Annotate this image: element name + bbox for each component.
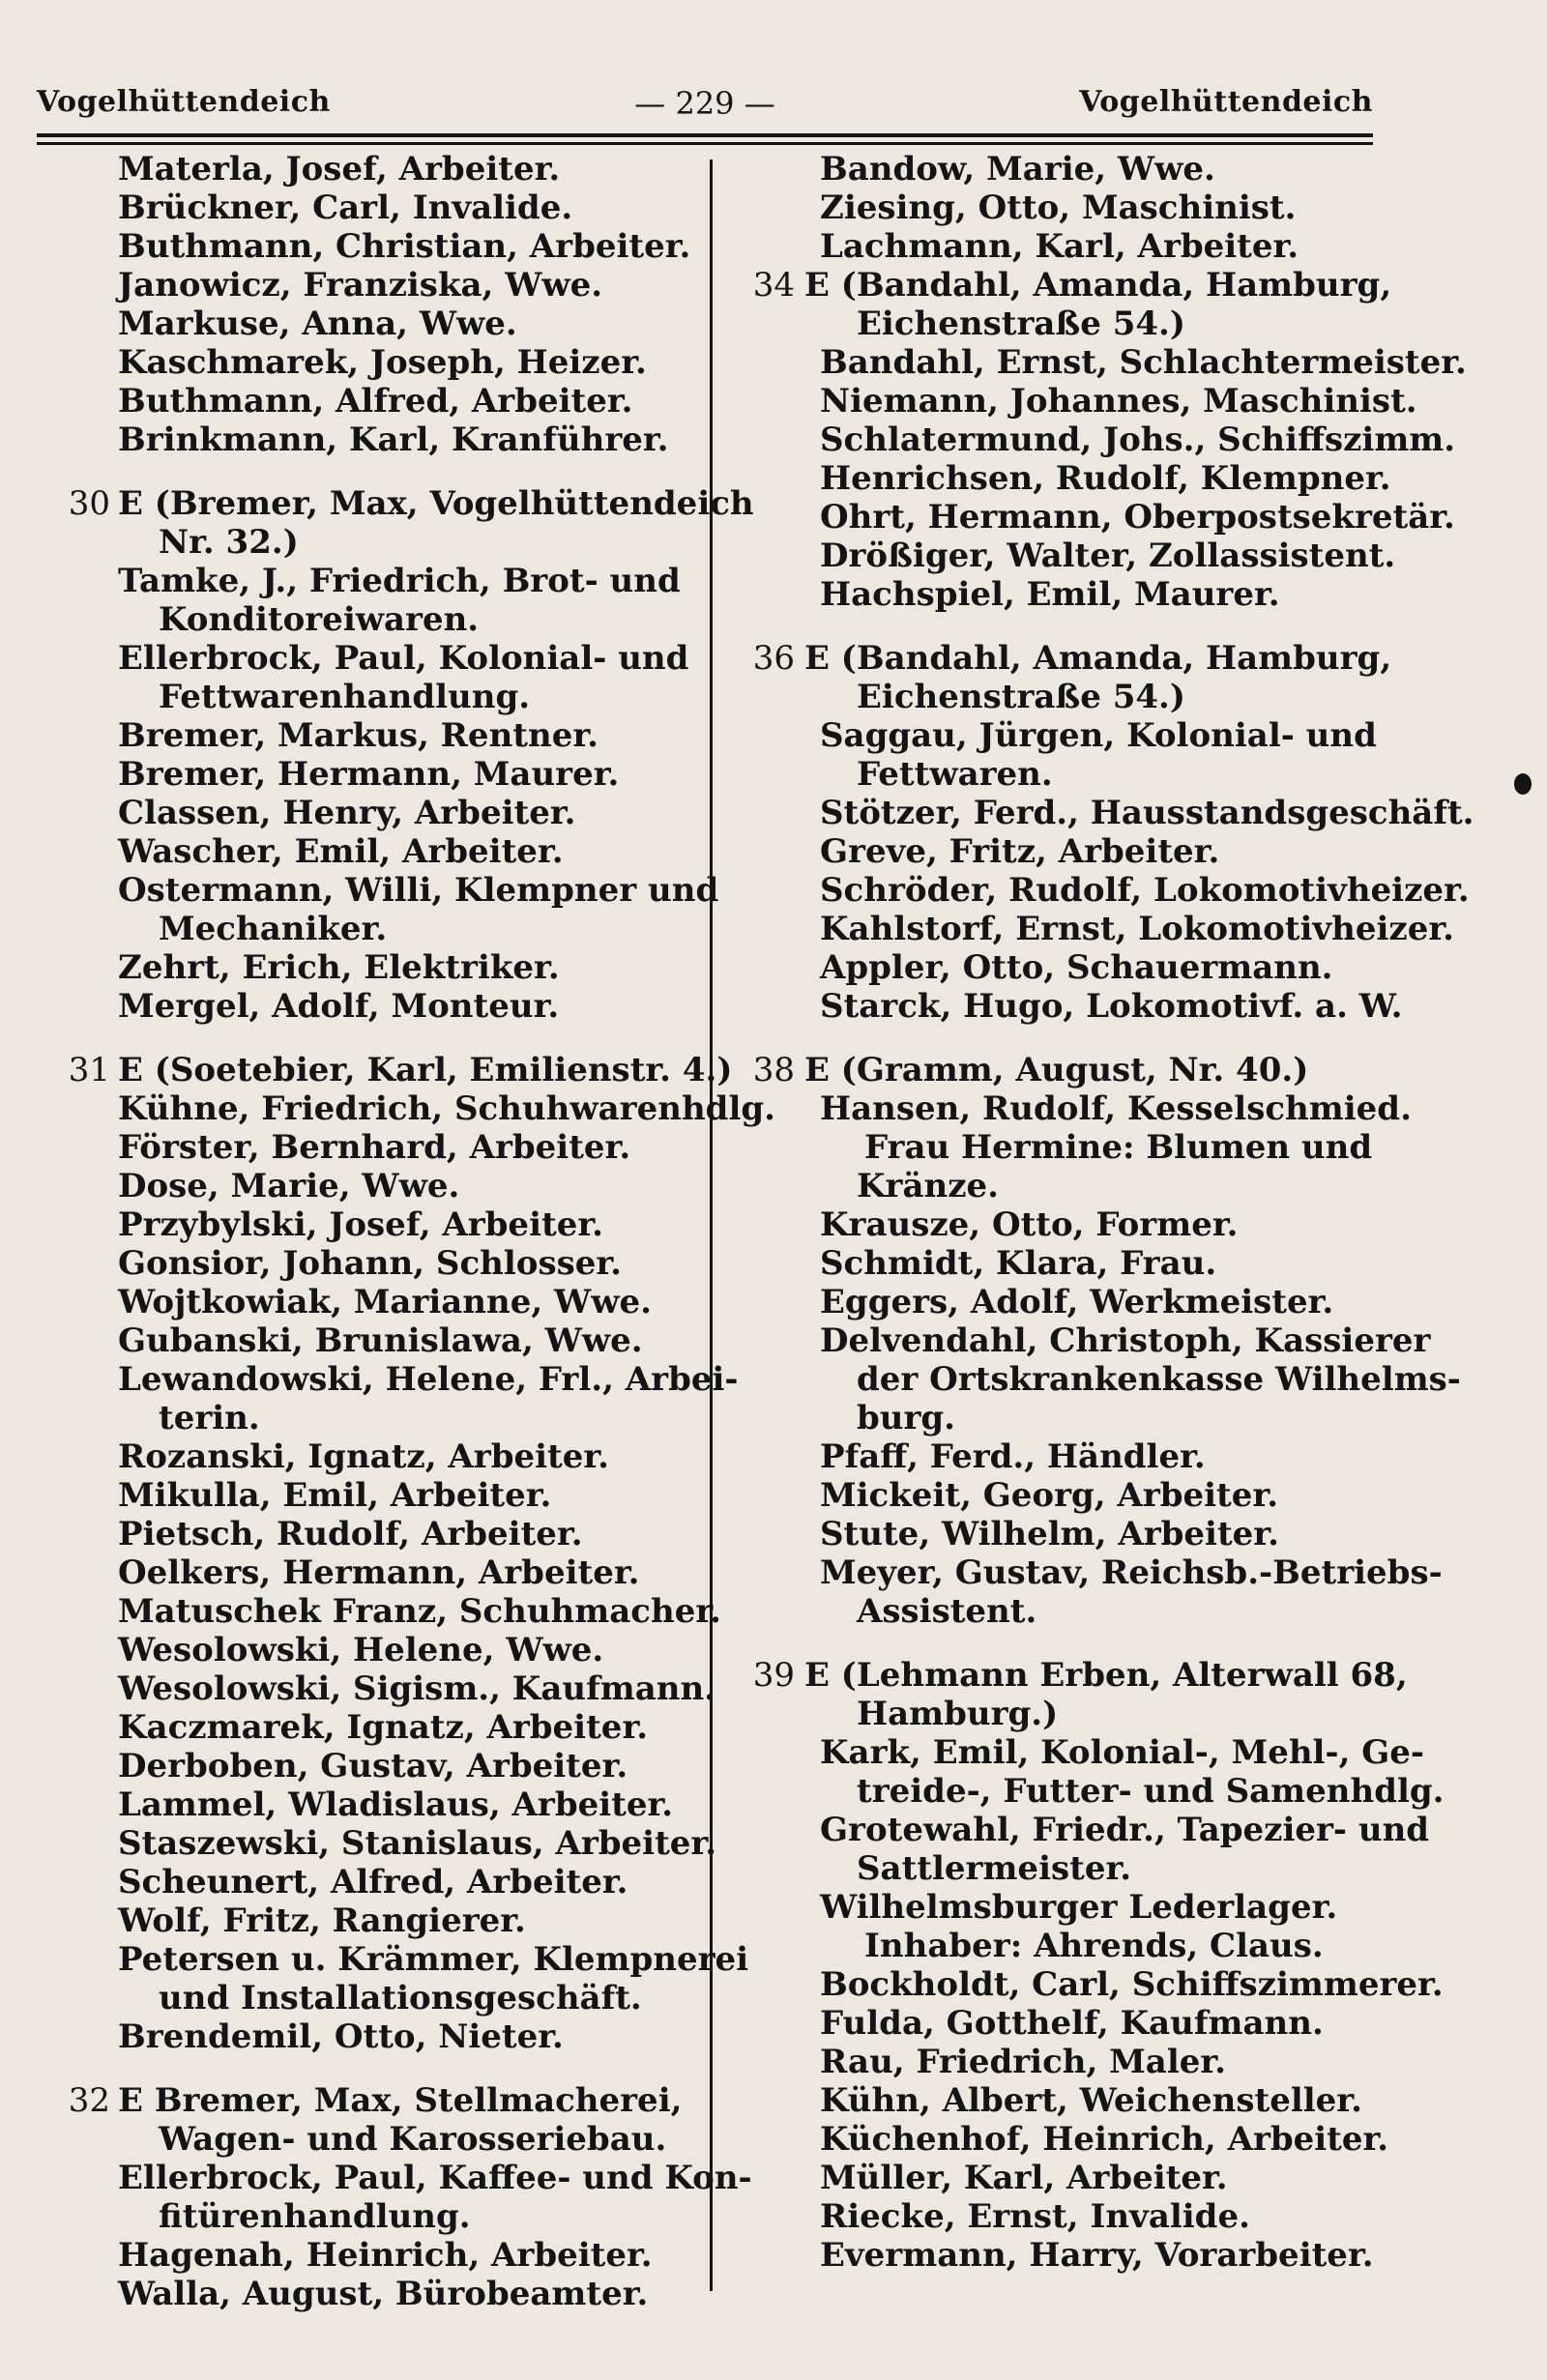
resident-entry: Ziesing, Otto, Maschinist. xyxy=(820,189,1297,227)
owner-text: E (Lehmann Erben, Alterwall 68, xyxy=(804,1656,1408,1695)
header-rule-thin xyxy=(37,142,1373,145)
resident-entry: Krausze, Otto, Former. xyxy=(820,1205,1239,1244)
entry-gap xyxy=(739,1026,1416,1051)
entry-gap xyxy=(739,614,1416,639)
resident-entry: Kühn, Albert, Weichensteller. xyxy=(820,2081,1362,2120)
resident-entry: Küchenhof, Heinrich, Arbeiter. xyxy=(820,2120,1389,2159)
entry-continuation: Wagen- und Karosseriebau. xyxy=(159,2120,667,2159)
house-number-entry xyxy=(56,1051,733,1089)
entry-continuation: der Ortskrankenkasse Wilhelms- xyxy=(857,1360,1461,1399)
house-number-entry xyxy=(739,639,1416,678)
entry-continuation: treide-, Futter- und Samenhdlg. xyxy=(857,1772,1445,1811)
entry-gap xyxy=(56,1026,694,1051)
house-number-entry xyxy=(739,1051,1416,1089)
sub-entry: Inhaber: Ahrends, Claus. xyxy=(864,1927,1324,1965)
resident-entry: Stute, Wilhelm, Arbeiter. xyxy=(820,1515,1279,1553)
entry-continuation: Sattlermeister. xyxy=(857,1849,1132,1888)
resident-entry: Ellerbrock, Paul, Kaffee- und Kon- xyxy=(118,2159,752,2197)
resident-entry: Lachmann, Karl, Arbeiter. xyxy=(820,227,1299,266)
resident-entry: Buthmann, Christian, Arbeiter. xyxy=(118,227,691,266)
resident-entry: Ostermann, Willi, Klempner und xyxy=(118,871,719,910)
owner-text: E (Bandahl, Amanda, Hamburg, xyxy=(804,639,1392,678)
owner-text: E (Soetebier, Karl, Emilienstr. 4.) xyxy=(118,1051,733,1089)
owner-text: E Bremer, Max, Stellmacherei, xyxy=(118,2081,683,2120)
resident-entry: Staszewski, Stanislaus, Arbeiter. xyxy=(118,1824,717,1863)
resident-entry: Wesolowski, Sigism., Kaufmann. xyxy=(118,1669,716,1708)
resident-entry: Bremer, Hermann, Maurer. xyxy=(118,755,620,794)
resident-entry: Brückner, Carl, Invalide. xyxy=(118,189,573,227)
entry-gap xyxy=(56,2056,694,2081)
owner-text: E (Gramm, August, Nr. 40.) xyxy=(804,1051,1309,1089)
resident-entry: Mikulla, Emil, Arbeiter. xyxy=(118,1476,552,1515)
resident-entry: Greve, Fritz, Arbeiter. xyxy=(820,832,1220,871)
resident-entry: Eggers, Adolf, Werkmeister. xyxy=(820,1283,1334,1321)
resident-entry: Meyer, Gustav, Reichsb.-Betriebs- xyxy=(820,1553,1443,1592)
entry-gap xyxy=(739,1631,1416,1656)
resident-entry: Bockholdt, Carl, Schiffszimmerer. xyxy=(820,1965,1444,2004)
resident-entry: Mickeit, Georg, Arbeiter. xyxy=(820,1476,1279,1515)
resident-entry: Delvendahl, Christoph, Kassierer xyxy=(820,1321,1431,1360)
entry-continuation: und Installationsgeschäft. xyxy=(159,1979,642,2017)
house-number-entry xyxy=(56,2081,694,2120)
resident-entry: Kahlstorf, Ernst, Lokomotivheizer. xyxy=(820,910,1454,948)
entry-continuation: Eichenstraße 54.) xyxy=(857,678,1185,716)
house-number: 38 xyxy=(752,1051,795,1089)
resident-entry: Gonsior, Johann, Schlosser. xyxy=(118,1244,623,1283)
resident-entry: Fulda, Gotthelf, Kaufmann. xyxy=(820,2004,1324,2043)
resident-entry: Müller, Karl, Arbeiter. xyxy=(820,2159,1228,2197)
house-number: 30 xyxy=(68,484,110,523)
resident-entry: Dose, Marie, Wwe. xyxy=(118,1167,460,1205)
resident-entry: Wojtkowiak, Marianne, Wwe. xyxy=(118,1283,652,1321)
page-number: — 229 — xyxy=(634,85,775,122)
resident-entry: Zehrt, Erich, Elektriker. xyxy=(118,948,560,987)
house-number-entry xyxy=(56,484,754,523)
resident-entry: Scheunert, Alfred, Arbeiter. xyxy=(118,1863,628,1901)
resident-entry: Riecke, Ernst, Invalide. xyxy=(820,2197,1250,2236)
resident-entry: Mergel, Adolf, Monteur. xyxy=(118,987,560,1026)
entry-continuation: Mechaniker. xyxy=(159,910,388,948)
resident-entry: Ohrt, Hermann, Oberpostsekretär. xyxy=(820,498,1455,537)
resident-entry: Materla, Josef, Arbeiter. xyxy=(118,150,561,189)
resident-entry: Starck, Hugo, Lokomotivf. a. W. xyxy=(820,987,1403,1026)
entry-continuation: Assistent. xyxy=(857,1592,1037,1631)
resident-entry: Schmidt, Klara, Frau. xyxy=(820,1244,1217,1283)
resident-entry: Schlatermund, Johs., Schiffszimm. xyxy=(820,421,1456,459)
right-column xyxy=(739,150,1474,2275)
entry-continuation: Eichenstraße 54.) xyxy=(857,305,1185,343)
resident-entry: Hachspiel, Emil, Maurer. xyxy=(820,575,1280,614)
resident-entry: Henrichsen, Rudolf, Klempner. xyxy=(820,459,1391,498)
resident-entry: Wesolowski, Helene, Wwe. xyxy=(118,1631,604,1669)
entry-continuation: terin. xyxy=(159,1399,260,1437)
entry-continuation: fitürenhandlung. xyxy=(159,2197,471,2236)
house-number: 36 xyxy=(752,639,795,678)
entry-continuation: Konditoreiwaren. xyxy=(159,600,480,639)
running-head-right: Vogelhüttendeich xyxy=(1079,85,1373,119)
resident-entry: Wolf, Fritz, Rangierer. xyxy=(118,1901,526,1940)
entry-continuation: Nr. 32.) xyxy=(159,523,299,562)
resident-entry: Brinkmann, Karl, Kranführer. xyxy=(118,421,669,459)
resident-entry: Saggau, Jürgen, Kolonial- und xyxy=(820,716,1377,755)
owner-text: E (Bandahl, Amanda, Hamburg, xyxy=(804,266,1392,305)
resident-entry: Rau, Friedrich, Maler. xyxy=(820,2043,1227,2081)
resident-entry: Wilhelmsburger Lederlager. xyxy=(820,1888,1338,1927)
resident-entry: Walla, August, Bürobeamter. xyxy=(118,2275,649,2313)
resident-entry: Buthmann, Alfred, Arbeiter. xyxy=(118,382,633,421)
resident-entry: Classen, Henry, Arbeiter. xyxy=(118,794,576,832)
resident-entry: Evermann, Harry, Vorarbeiter. xyxy=(820,2236,1374,2275)
resident-entry: Tamke, J., Friedrich, Brot- und xyxy=(118,562,681,600)
resident-entry: Kühne, Friedrich, Schuhwarenhdlg. xyxy=(118,1089,775,1128)
resident-entry: Förster, Bernhard, Arbeiter. xyxy=(118,1128,631,1167)
resident-entry: Gubanski, Brunislawa, Wwe. xyxy=(118,1321,643,1360)
entry-continuation: Fettwaren. xyxy=(857,755,1053,794)
house-number-entry xyxy=(739,1656,1416,1695)
resident-entry: Bandahl, Ernst, Schlachtermeister. xyxy=(820,343,1467,382)
page-header xyxy=(37,85,1373,135)
resident-entry: Kaczmarek, Ignatz, Arbeiter. xyxy=(118,1708,649,1747)
resident-entry: Appler, Otto, Schauermann. xyxy=(820,948,1333,987)
header-rule-thick xyxy=(37,133,1373,137)
sub-entry: Frau Hermine: Blumen und xyxy=(864,1128,1373,1167)
house-number: 31 xyxy=(68,1051,110,1089)
resident-entry: Derboben, Gustav, Arbeiter. xyxy=(118,1747,628,1785)
resident-entry: Schröder, Rudolf, Lokomotivheizer. xyxy=(820,871,1470,910)
house-number-entry xyxy=(739,266,1416,305)
resident-entry: Markuse, Anna, Wwe. xyxy=(118,305,517,343)
resident-entry: Bandow, Marie, Wwe. xyxy=(820,150,1215,189)
resident-entry: Bremer, Markus, Rentner. xyxy=(118,716,598,755)
resident-entry: Drößiger, Walter, Zollassistent. xyxy=(820,537,1396,575)
resident-entry: Matuschek Franz, Schuhmacher. xyxy=(118,1592,721,1631)
resident-entry: Kark, Emil, Kolonial-, Mehl-, Ge- xyxy=(820,1733,1425,1772)
resident-entry: Przybylski, Josef, Arbeiter. xyxy=(118,1205,603,1244)
resident-entry: Petersen u. Krämmer, Klempnerei xyxy=(118,1940,749,1979)
resident-entry: Brendemil, Otto, Nieter. xyxy=(118,2017,564,2056)
resident-entry: Rozanski, Ignatz, Arbeiter. xyxy=(118,1437,609,1476)
resident-entry: Stötzer, Ferd., Hausstandsgeschäft. xyxy=(820,794,1474,832)
resident-entry: Pfaff, Ferd., Händler. xyxy=(820,1437,1206,1476)
resident-entry: Lewandowski, Helene, Frl., Arbei- xyxy=(118,1360,739,1399)
resident-entry: Grotewahl, Friedr., Tapezier- und xyxy=(820,1811,1430,1849)
entry-continuation: Hamburg.) xyxy=(857,1695,1059,1733)
resident-entry: Ellerbrock, Paul, Kolonial- und xyxy=(118,639,689,678)
resident-entry: Wascher, Emil, Arbeiter. xyxy=(118,832,564,871)
owner-text: E (Bremer, Max, Vogelhüttendeich xyxy=(118,484,754,523)
house-number: 34 xyxy=(752,266,795,305)
house-number: 32 xyxy=(68,2081,110,2120)
entry-gap xyxy=(56,459,694,484)
resident-entry: Hagenah, Heinrich, Arbeiter. xyxy=(118,2236,653,2275)
resident-entry: Pietsch, Rudolf, Arbeiter. xyxy=(118,1515,583,1553)
binding-hole-mark xyxy=(1514,773,1532,795)
resident-entry: Lammel, Wladislaus, Arbeiter. xyxy=(118,1785,674,1824)
entry-continuation: Kränze. xyxy=(857,1167,999,1205)
resident-entry: Niemann, Johannes, Maschinist. xyxy=(820,382,1417,421)
entry-continuation: Fettwarenhandlung. xyxy=(159,678,531,716)
entry-continuation: burg. xyxy=(857,1399,956,1437)
resident-entry: Kaschmarek, Joseph, Heizer. xyxy=(118,343,647,382)
house-number: 39 xyxy=(752,1656,795,1695)
resident-entry: Oelkers, Hermann, Arbeiter. xyxy=(118,1553,640,1592)
resident-entry: Hansen, Rudolf, Kesselschmied. xyxy=(820,1089,1412,1128)
running-head-left: Vogelhüttendeich xyxy=(37,85,331,119)
resident-entry: Janowicz, Franziska, Wwe. xyxy=(118,266,603,305)
